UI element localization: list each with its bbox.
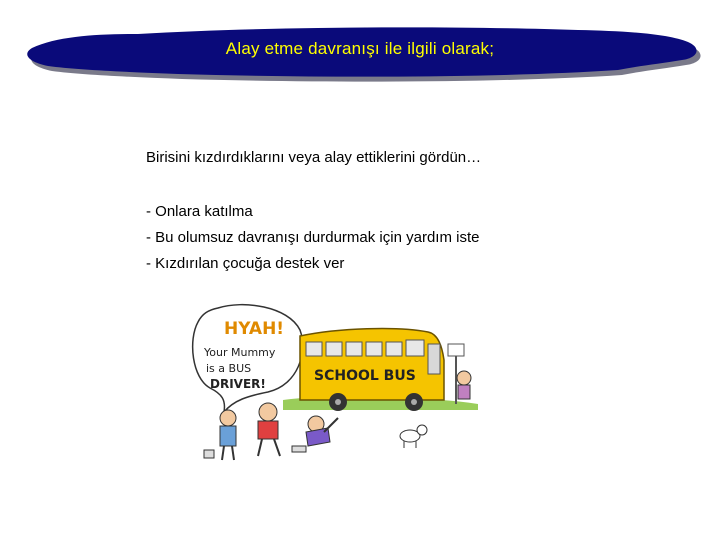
slide-body — [146, 148, 666, 280]
bubble-line-2: Your Mummy — [204, 346, 276, 359]
bubble-line-1: HYAH! — [224, 319, 285, 339]
bubble-line-3: is a BUS — [206, 362, 252, 375]
bus-sign: SCHOOL BUS — [314, 368, 416, 384]
slide-title: Alay etme davranışı ile ilgili olarak; — [225, 39, 495, 58]
dropped-items — [204, 446, 306, 458]
advice-item-2: - Bu olumsuz davranışı durdurmak için yardım iste — [146, 229, 480, 246]
title-banner — [18, 14, 702, 88]
speech-bubble — [193, 305, 303, 412]
school-bus — [300, 329, 444, 411]
advice-list — [146, 202, 666, 274]
intro-text: Birisini kızdırdıklarını veya alay ettiklerini gördün… — [146, 149, 482, 166]
bubble-line-4: DRIVER! — [210, 377, 266, 391]
advice-item-1: - Onlara katılma — [146, 203, 253, 220]
school-bus-illustration — [188, 300, 488, 470]
advice-item-3: - Kızdırılan çocuğa destek ver — [146, 255, 345, 272]
dog — [400, 425, 427, 448]
